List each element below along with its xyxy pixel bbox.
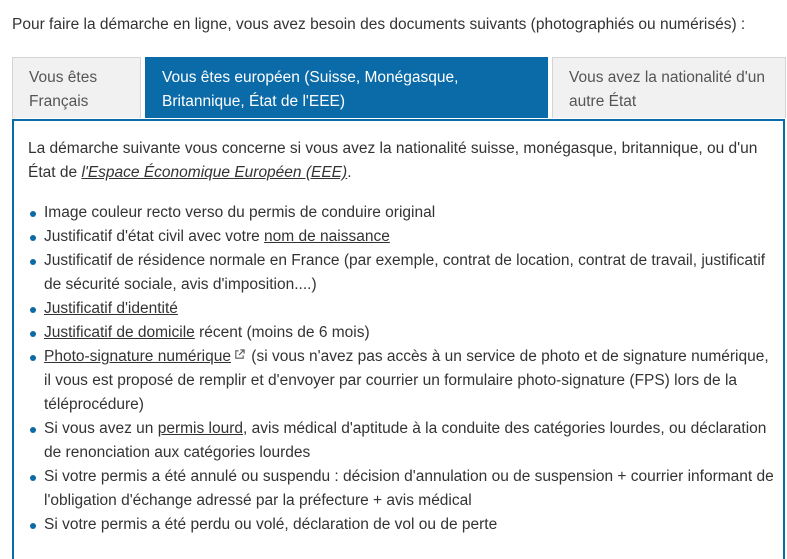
list-item — [28, 417, 778, 465]
tab-label-line1: Vous êtes européen (Suisse, Monégasque, — [162, 69, 459, 86]
bullet-dot — [30, 427, 36, 433]
panel-content — [28, 137, 778, 537]
bullet-dot — [30, 355, 36, 361]
tab-europeen[interactable] — [145, 57, 548, 118]
item-text: (si vous n'avez pas accès à un service de photo et de signature numérique, il vous est proposé de remplir et d'envoyer par courrier un formulaire photo-signature (FPS) lors de la téléprocédure) — [44, 348, 769, 413]
lead-end: . — [347, 164, 352, 181]
tab-label-line2: autre État — [569, 93, 637, 110]
bullet-dot — [30, 475, 36, 481]
list-item — [28, 321, 778, 345]
tab-label-line1: Vous avez la nationalité d'un — [569, 69, 765, 86]
bullet-dot — [30, 523, 36, 529]
tab-label-line2: Britannique, État de l'EEE) — [162, 93, 346, 110]
bullet-dot — [30, 307, 36, 313]
item-text: Justificatif de résidence normale en France (par exemple, contrat de location, contrat de travail, justificatif de sécurité sociale, avis d'imposition....) — [44, 252, 766, 293]
item-text: Si votre permis a été perdu ou volé, déclaration de vol ou de perte — [44, 516, 498, 533]
tab-autre-etat[interactable] — [552, 57, 786, 118]
tab-francais[interactable] — [12, 57, 141, 118]
external-link-icon — [234, 349, 245, 360]
list-item — [28, 225, 778, 249]
lead-paragraph — [28, 137, 778, 185]
list-item — [28, 465, 778, 513]
list-item — [28, 297, 778, 321]
item-text: Justificatif d'état civil avec votre — [44, 228, 265, 245]
tab-label-line1: Vous êtes — [29, 69, 98, 86]
bullet-dot — [30, 235, 36, 241]
list-item — [28, 249, 778, 297]
justificatif-domicile-link[interactable]: Justificatif de domicile — [44, 324, 195, 341]
bullet-dot — [30, 259, 36, 265]
lead-text: La démarche suivante vous concerne si vous avez la nationalité suisse, monégasque, britannique, ou d'un État de — [28, 140, 758, 181]
justificatif-identite-link[interactable]: Justificatif d'identité — [44, 300, 178, 317]
item-text: , avis médical d'aptitude à la conduite des catégories lourdes, ou déclaration de renonciation aux catégories lourdes — [44, 420, 767, 461]
intro-text: Pour faire la démarche en ligne, vous avez besoin des documents suivants (photographiés ou numérisés) : — [12, 16, 746, 33]
photo-signature-link[interactable]: Photo-signature numérique — [44, 348, 231, 365]
tab-label-line2: Français — [29, 93, 89, 110]
item-text: Si vous avez un — [44, 420, 158, 437]
permis-lourd-link[interactable]: permis lourd — [157, 420, 244, 437]
item-text: Image couleur recto verso du permis de conduire original — [44, 204, 436, 221]
bullet-dot — [30, 211, 36, 217]
list-item — [28, 201, 778, 225]
bullet-dot — [30, 331, 36, 337]
nationality-tabs — [12, 57, 786, 120]
list-item — [28, 513, 778, 537]
nom-naissance-link[interactable]: nom de naissance — [264, 228, 390, 245]
item-text: Si votre permis a été annulé ou suspendu : décision d'annulation ou de suspension + courrier informant de l'obligation d'échange adressé par la préfecture + avis médical — [44, 468, 774, 509]
list-item — [28, 345, 778, 417]
tab-panel — [12, 119, 785, 559]
item-text: récent (moins de 6 mois) — [194, 324, 370, 341]
eee-link[interactable]: l'Espace Économique Européen (EEE) — [81, 164, 348, 181]
document-list — [28, 201, 778, 537]
